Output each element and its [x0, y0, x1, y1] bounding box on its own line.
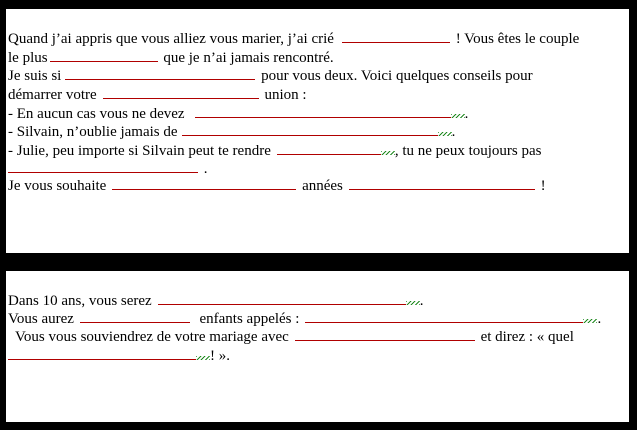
- text-line: [8, 143, 631, 160]
- blank-field[interactable]: [65, 68, 255, 80]
- blank-field[interactable]: [50, 50, 158, 62]
- text-line: [8, 68, 631, 85]
- text: démarrer votre: [8, 87, 97, 103]
- text-line: [8, 124, 631, 141]
- blank-field[interactable]: [112, 178, 296, 190]
- blank-field[interactable]: [80, 311, 190, 323]
- blank-field[interactable]: [349, 178, 535, 190]
- text: et direz : « quel: [480, 329, 574, 345]
- text-line: [8, 50, 631, 67]
- text: Vous aurez: [8, 311, 74, 327]
- text: - Julie, peu importe si Silvain peut te rendre: [8, 143, 271, 159]
- spellcheck-underline: [381, 151, 395, 155]
- spellcheck-underline: [451, 114, 465, 118]
- text-line: [8, 293, 631, 310]
- text: .: [464, 106, 469, 122]
- blank-field[interactable]: [277, 143, 381, 155]
- text-line: [8, 106, 631, 123]
- text: le plus: [8, 50, 48, 66]
- text: ! ».: [210, 348, 230, 364]
- blank-field[interactable]: [342, 31, 450, 43]
- text: .: [419, 293, 424, 309]
- text: .: [203, 161, 208, 177]
- text-line: [8, 31, 631, 48]
- blank-field[interactable]: [8, 161, 198, 173]
- spellcheck-underline: [406, 301, 420, 305]
- blank-field[interactable]: [103, 87, 259, 99]
- blank-field[interactable]: [195, 106, 451, 118]
- spellcheck-underline: [196, 356, 210, 360]
- text: Quand j’ai appris que vous alliez vous marier, j’ai crié: [8, 31, 334, 47]
- text: .: [597, 311, 602, 327]
- text: enfants appelés :: [199, 311, 300, 327]
- spellcheck-underline: [438, 132, 452, 136]
- blank-field[interactable]: [305, 311, 583, 323]
- text: , tu ne peux toujours pas: [394, 143, 542, 159]
- spellcheck-underline: [583, 319, 597, 323]
- text-line: [8, 311, 631, 328]
- text: - En aucun cas vous ne devez: [8, 106, 185, 122]
- text: ! Vous êtes le couple: [455, 31, 580, 47]
- text: !: [540, 178, 546, 194]
- text-line: [8, 178, 631, 195]
- text: pour vous deux. Voici quelques conseils pour: [261, 68, 533, 84]
- text-line: [15, 329, 631, 346]
- text: .: [451, 124, 456, 140]
- text-line: [8, 161, 631, 178]
- text: Je suis si: [8, 68, 62, 84]
- text: Vous vous souviendrez de votre mariage avec: [15, 329, 289, 345]
- blank-field[interactable]: [158, 293, 406, 305]
- text: que je n’ai jamais rencontré.: [163, 50, 334, 66]
- text: Je vous souhaite: [8, 178, 107, 194]
- text: - Silvain, n’oublie jamais de: [8, 124, 178, 140]
- text-line: [8, 87, 631, 104]
- text: union :: [264, 87, 307, 103]
- blank-field[interactable]: [8, 348, 196, 360]
- divider-line: [6, 253, 629, 255]
- text: années: [302, 178, 343, 194]
- text: Dans 10 ans, vous serez: [8, 293, 152, 309]
- text-line: [8, 348, 631, 365]
- blank-field[interactable]: [295, 329, 475, 341]
- blank-field[interactable]: [182, 124, 438, 136]
